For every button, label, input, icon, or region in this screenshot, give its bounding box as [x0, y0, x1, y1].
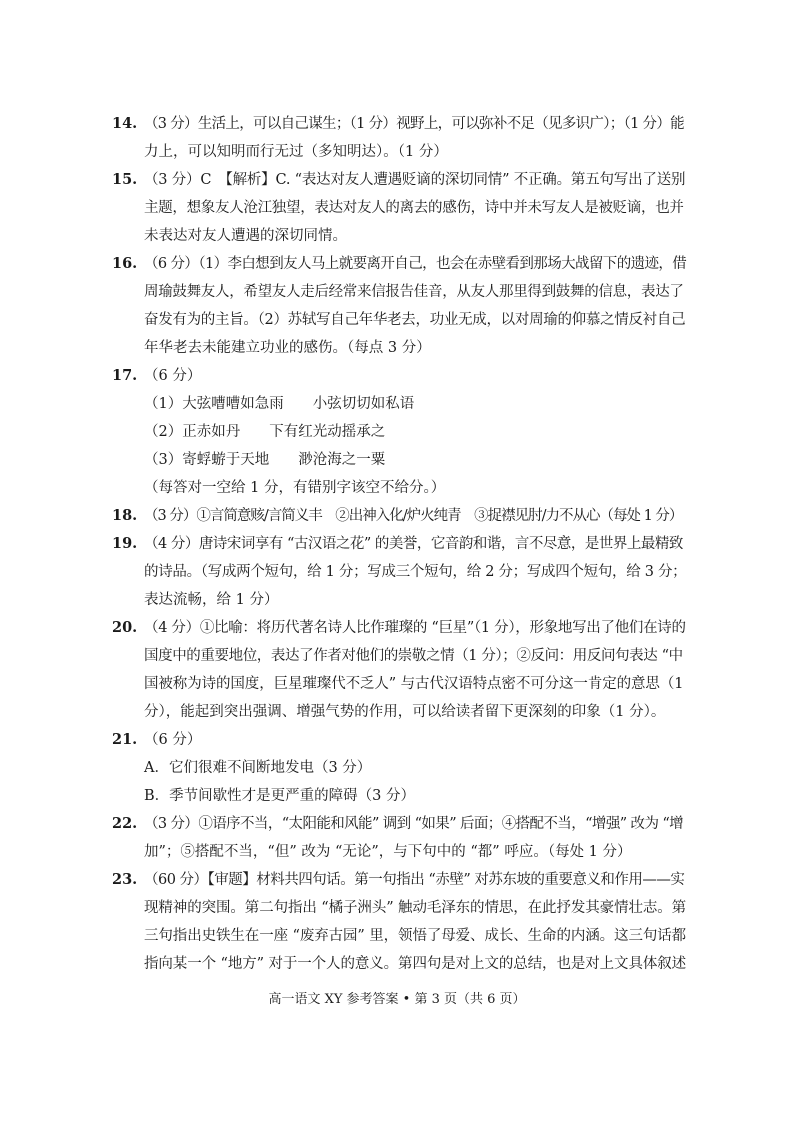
answer-text: （6 分）（1）李白想到友人马上就要离开自己，也会在赤壁看到那场大战留下的遗迹，借	[144, 256, 687, 272]
question-16	[112, 250, 686, 362]
answer-text: （3 分）生活上，可以自己谋生；（1 分）视野上，可以弥补不足（见多识广）；（1 分）能	[144, 116, 684, 132]
question-number: 18.	[112, 507, 138, 524]
answer-text: 现精神的突围。第二句指出 “橘子洲头” 触动毛泽东的情思，在此抒发其豪情壮志。第	[144, 900, 687, 916]
answer-text: （6 分）	[144, 732, 202, 748]
answer-sub-item: （2）正赤如丹 下有红光动摇承之	[144, 424, 386, 440]
answer-text: 年华老去未能建立功业的感伤。（每点 3 分）	[144, 340, 431, 356]
answer-text: 三句指出史铁生在一座 “废弃古园” 里，领悟了母爱、成长、生命的内涵。这三句话都	[144, 928, 687, 944]
answer-text: 周瑜鼓舞友人，希望友人走后经常来信报告佳音，从友人那里得到鼓舞的信息，表达了	[144, 284, 684, 300]
answer-text: （3 分）①语序不当，“太阳能和风能” 调到 “如果” 后面；④搭配不当，“增强” 改为 “增	[144, 816, 684, 832]
answer-sub-item: （1）大弦嘈嘈如急雨 小弦切切如私语	[144, 396, 415, 412]
question-number: 21.	[112, 731, 138, 748]
answer-text: 分），能起到突出强调、增强气势的作用，可以给读者留下更深刻的印象（1 分）。	[144, 704, 666, 720]
answer-text: （60 分）【审题】材料共四句话。第一句指出 “赤壁” 对苏东坡的重要意义和作用——实	[144, 872, 685, 888]
question-number: 15.	[112, 171, 138, 188]
answer-text: 未表达对友人遭遇的深切同情。	[144, 228, 347, 244]
question-14	[112, 110, 686, 166]
answer-sub-item: A．它们很难不间断地发电（3 分）	[144, 760, 372, 776]
answer-text: （3 分）C 【解析】C. “表达对友人遭遇贬谪的深切同情” 不正确。第五句写出了送别	[144, 172, 686, 188]
answer-text: （4 分）①比喻：将历代著名诗人比作璀璨的 “巨星”（1 分），形象地写出了他们在诗的	[144, 620, 686, 636]
answer-sub-item: B．季节间歇性才是更严重的障碍（3 分）	[144, 788, 415, 804]
answer-text: 国被称为诗的国度，巨星璀璨代不乏人” 与古代汉语特点密不可分这一肯定的意思（1	[144, 676, 684, 692]
question-19	[112, 530, 686, 614]
answer-text: 指向某一个 “地方” 对于一个人的意义。第四句是对上文的总结，也是对上文具体叙述	[144, 956, 687, 972]
question-15	[112, 166, 686, 250]
question-17	[112, 362, 686, 502]
answer-text: 表达流畅，给 1 分）	[144, 592, 279, 608]
question-20	[112, 614, 686, 726]
question-number: 22.	[112, 815, 138, 832]
answer-text: 主题，想象友人沧江独望，表达对友人的离去的感伤，诗中并未写友人是被贬谪，也并	[144, 200, 684, 216]
answer-text: 的诗品。（写成两个短句，给 1 分；写成三个短句，给 2 分；写成四个短句，给 3 分；	[144, 564, 687, 580]
answer-text: 加”；⑤搭配不当，“但” 改为 “无论”，与下句中的 “都” 呼应。（每处 1 分）	[144, 844, 632, 860]
answer-text: 奋发有为的主旨。（2）苏轼写自己年华老去，功业无成，以对周瑜的仰慕之情反衬自己	[144, 312, 686, 328]
answer-sub-item: （3）寄蜉蝣于天地 渺沧海之一粟	[144, 452, 386, 468]
answer-text: 国度中的重要地位，表达了作者对他们的崇敬之情（1 分）；②反问：用反问句表达 “中	[144, 648, 683, 664]
question-18	[112, 502, 686, 530]
answer-text: （3 分）①言简意赅/言简义丰 ②出神入化/炉火纯青 ③捉襟见肘/力不从心（每处 1 分）	[144, 508, 683, 524]
question-number: 14.	[112, 115, 138, 132]
page-footer: 高一语文 XY 参考答案 • 第 3 页（共 6 页）	[268, 992, 526, 1007]
question-number: 20.	[112, 619, 138, 636]
question-21	[112, 726, 686, 810]
question-number: 16.	[112, 255, 138, 272]
question-number: 19.	[112, 535, 138, 552]
question-number: 23.	[112, 871, 138, 888]
question-22	[112, 810, 686, 866]
question-number: 17.	[112, 367, 138, 384]
answer-text: 力上，可以知明而行无过（多知明达）。（1 分）	[144, 144, 448, 160]
answer-text: （4 分）唐诗宋词享有 “古汉语之花” 的美誉，它音韵和谐，言不尽意，是世界上最精致	[144, 536, 683, 552]
scoring-note: （每答对一空给 1 分，有错别字该空不给分。）	[144, 480, 446, 496]
question-23	[112, 866, 686, 978]
answer-text: （6 分）	[144, 368, 202, 384]
